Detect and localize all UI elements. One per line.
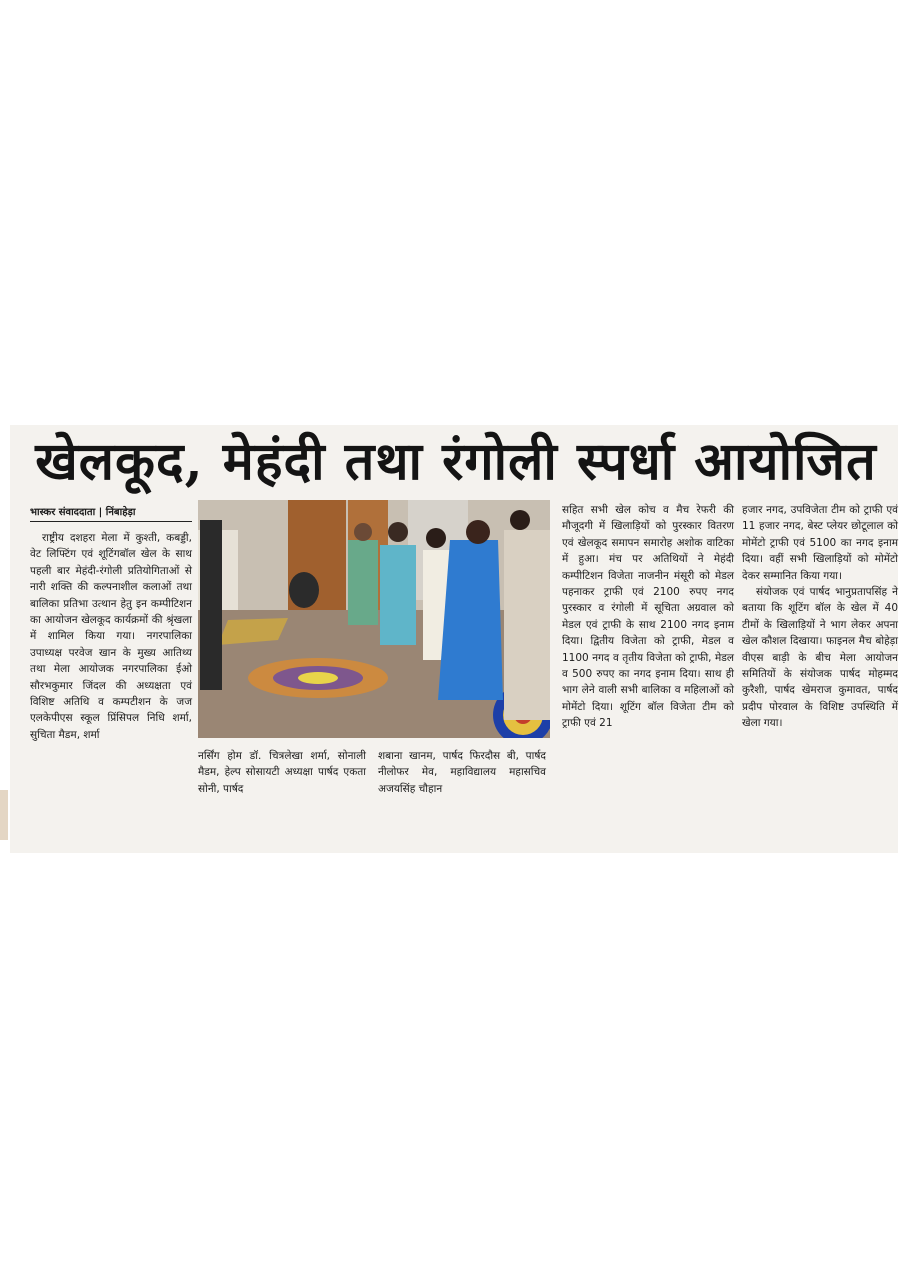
column-1: [30, 530, 192, 743]
column-4: [742, 502, 898, 732]
byline: भास्कर संवाददाता | निंबाहेड़ा: [30, 504, 192, 522]
column-3: [562, 502, 734, 732]
column-4-paragraph-1: हजार नगद, उपविजेता टीम को ट्राफी एवं 11 हजार नगद, बेस्ट प्लेयर छोटूलाल को मोमेंटो ट्राफी एवं 5100 का नगद इनाम दिया। वहीं सभी खिलाड़ियों को मोमेंटो देकर सम्मानित किया गया।: [742, 504, 898, 582]
event-photo: [198, 500, 550, 738]
column-1-text: राष्ट्रीय दशहरा मेला में कुश्ती, कबड्डी, वेट लिफ्टिंग एवं शूटिंगबॉल खेल के साथ पहली बार मेहंदी-रंगोली प्रतियोगिताओं से नारी शक्ति की कल्पनाशील कलाओं तथा बालिका प्रतिभा उत्थान हेतु इन कम्पीटिशन का आयोजन खेलकूद कार्यक्रमों की श्रृंखला में शामिल किया गया। नगरपालिका उपाध्यक्ष परवेज खान के मुख्य आतिथ्य तथा मेला आयोजक नगरपालिका ईओ सौरभकुमार जिंदल की अध्यक्षता एवं विशिष्ट अतिथि व कम्पटीशन के जज एलकेपीएस स्कूल प्रिंसिपल निधि शर्मा, सुचिता मैडम, शर्मा: [30, 532, 192, 741]
text-below-photo-1: नर्सिंग होम डॉ. चित्रलेखा शर्मा, सोनाली मैडम, हेल्प सोसायटी अध्यक्षा पार्षद एकता सोनी, पार्षद: [198, 750, 366, 795]
column-4-paragraph-2: संयोजक एवं पार्षद भानुप्रतापसिंह ने बताया कि शूटिंग बॉल के खेल में 40 टीमों के खिलाड़ियों ने भाग लेकर अपना खेल कौशल दिखाया। फाइनल मैच बोहेड़ा वीएस बाड़ी के बीच मेला आयोजन समितियों के संयोजक पार्षद मोहम्मद कुरैशी, पार्षद खेमराज कुमावत, पार्षद प्रदीप पोरवाल के विशिष्ट उपस्थिति में खेला गया।: [742, 586, 898, 730]
text-below-photo-2: शबाना खानम, पार्षद फिरदौस बी, पार्षद नीलोफर मेव, महाविद्यालय महासचिव अजयसिंह चौहान: [378, 750, 546, 795]
headline: खेलकूद, मेहंदी तथा रंगोली स्पर्धा आयोजित: [35, 431, 877, 492]
event-photo-illustration: [198, 500, 550, 738]
column-3-text: सहित सभी खेल कोच व मैच रेफरी की मौजूदगी में खिलाड़ियों को पुरस्कार वितरण एवं खेलकूद समापन समारोह अशोक वाटिका में हुआ। मंच पर अतिथियों ने मेहंदी कम्पीटिशन विजेता नाजनीन मंसूरी को मेडल पहनाकर ट्राफी एवं 2100 रुपए नगद पुरस्कार व रंगोली में सूचिता अग्रवाल को मेडल एवं ट्राफी के साथ 2100 नगद इनाम दिया। द्वितीय विजेता को ट्राफी, मेडल व 1100 नगद व तृतीय विजेता को ट्राफी, मेडल व 500 रुपए का नगद इनाम दिया। साथ ही भाग लेने वाली सभी बालिका व महिलाओं को मोमेंटो दिया। शूटिंग बॉल विजेता टीम को ट्राफी एवं 21: [562, 504, 734, 730]
scan-edge: [0, 790, 8, 840]
